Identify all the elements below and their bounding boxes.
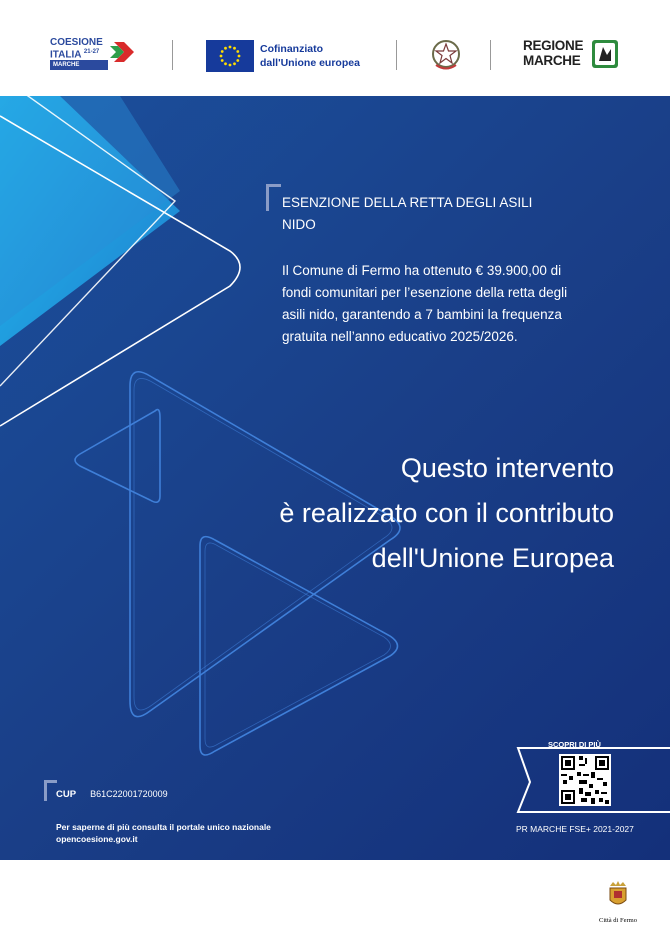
description-line: fondi comunitari per l’esenzione della retta degli	[282, 285, 568, 300]
eu-text: Cofinanziato dall'Unione europea	[260, 43, 360, 69]
title-line-1: ESENZIONE DELLA RETTA DEGLI ASILI	[282, 195, 533, 210]
description-line: Il Comune di Fermo ha ottenuto € 39.900,00 di	[282, 263, 562, 278]
header-separator	[172, 40, 173, 70]
footnote-line-1: Per saperne di più consulta il portale unico nazionale	[56, 822, 271, 832]
headline-line: dell'Unione Europea	[371, 543, 614, 573]
header-separator	[490, 40, 491, 70]
footnote	[56, 821, 271, 845]
coesione-italia-logo	[50, 38, 142, 74]
regione-marche-icon	[591, 39, 619, 69]
poster-headline	[94, 446, 614, 581]
poster-title	[282, 192, 572, 236]
regione-marche-logo	[523, 37, 623, 73]
regione-text: REGIONE MARCHE	[523, 38, 584, 68]
citta-di-fermo-logo	[598, 880, 638, 924]
poster-panel	[0, 96, 670, 860]
poster-description	[282, 260, 612, 348]
cup-value: B61C22001720009	[90, 789, 168, 799]
headline-line: Questo intervento	[400, 453, 614, 483]
header-separator	[396, 40, 397, 70]
cup-code	[56, 789, 168, 800]
description-line: gratuita nell’anno educativo 2025/2026.	[282, 329, 518, 344]
coesione-arrow-icon	[108, 38, 136, 66]
fermo-crest-icon	[607, 880, 629, 910]
program-label: PR MARCHE FSE+ 2021-2027	[516, 824, 634, 834]
eu-cofinanced-logo	[206, 40, 376, 72]
title-line-2: NIDO	[282, 217, 316, 232]
coesione-line1: COESIONE	[50, 37, 103, 48]
coesione-line2: ITALIA $^{21-27}$	[50, 49, 100, 61]
coesione-tag: MARCHE	[50, 60, 108, 70]
eu-flag-icon	[206, 40, 254, 72]
title-bracket	[266, 184, 281, 211]
city-name: Città di Fermo	[599, 917, 637, 924]
scopri-label: SCOPRI DI PIÙ	[548, 740, 601, 749]
opencoesione-link[interactable]: opencoesione.gov.it	[56, 834, 138, 844]
header-logos	[0, 0, 670, 96]
qr-code-icon[interactable]	[559, 754, 611, 806]
cup-label: CUP	[56, 789, 77, 800]
italian-republic-emblem-icon	[430, 38, 462, 77]
description-line: asili nido, garantendo a 7 bambini la frequenza	[282, 307, 562, 322]
headline-line: è realizzato con il contributo	[279, 498, 614, 528]
